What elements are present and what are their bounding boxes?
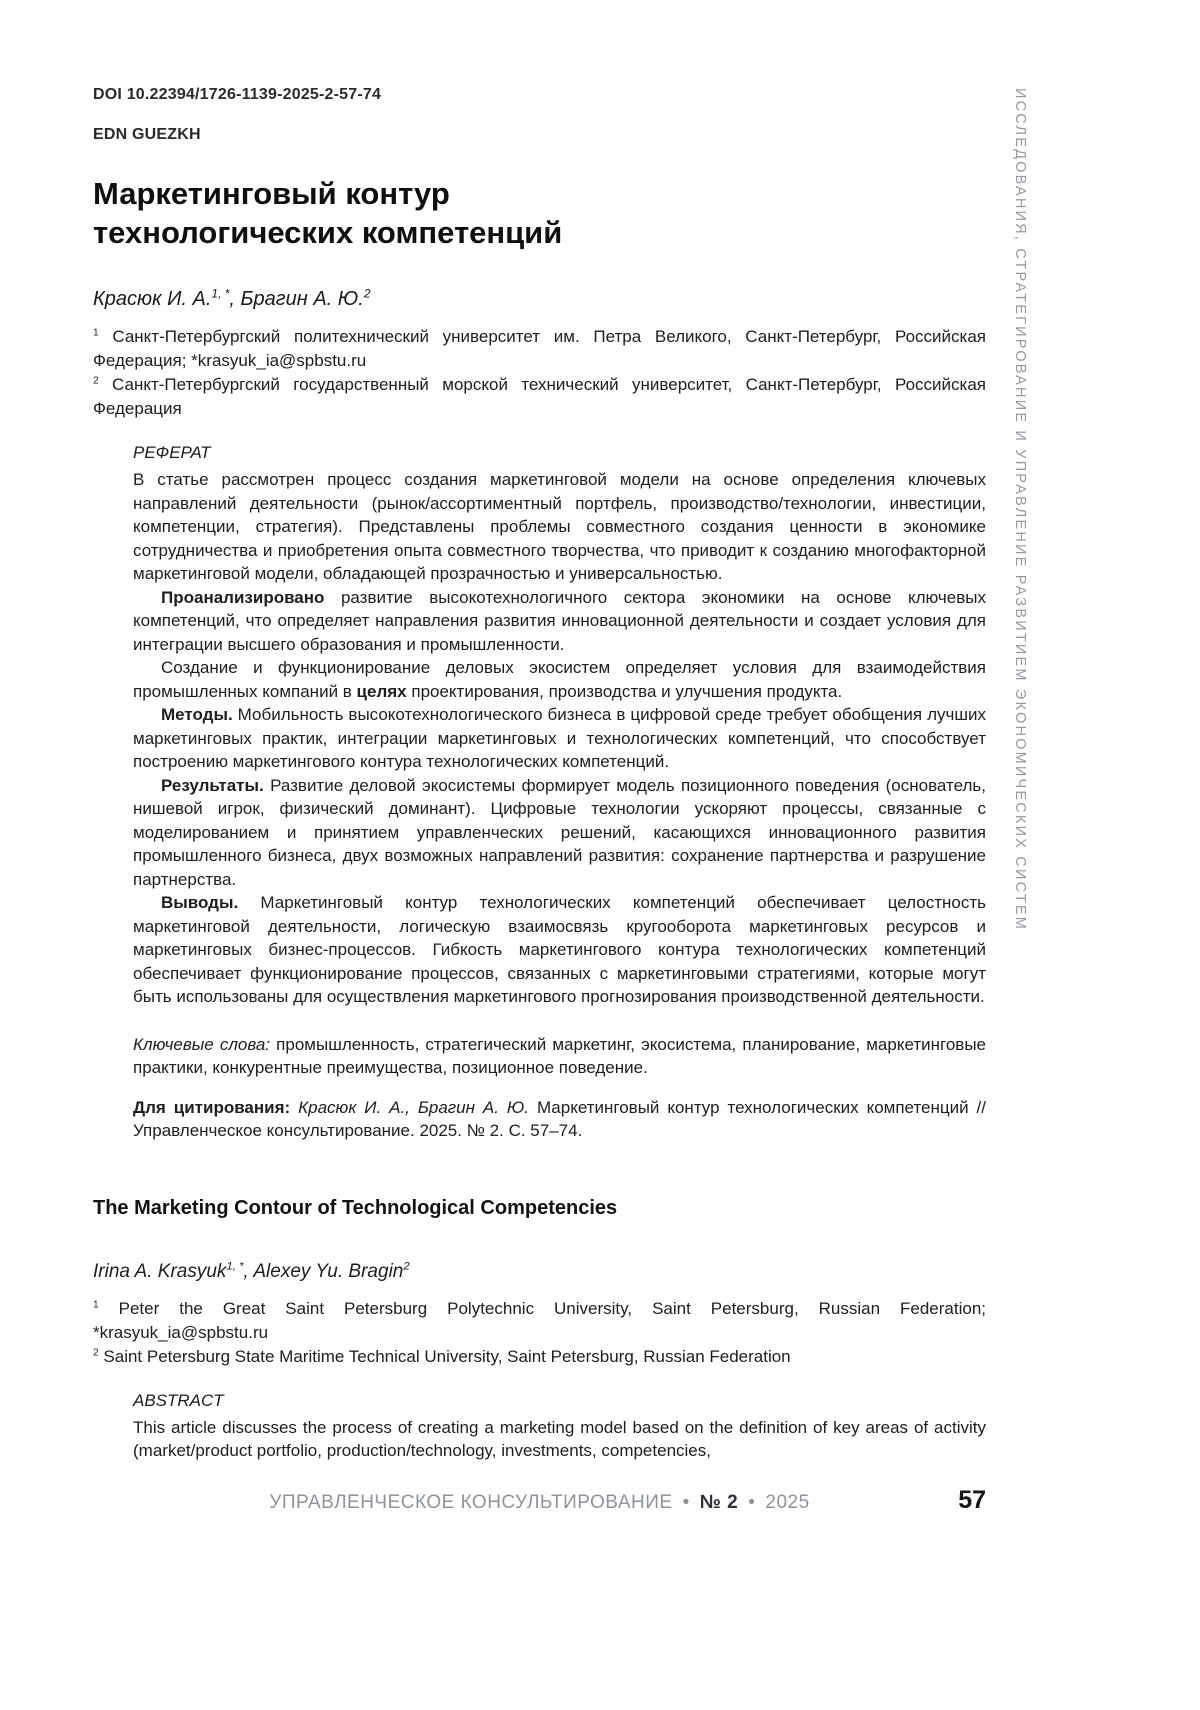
abstract-ru-paragraph-3 <box>133 656 986 703</box>
affiliation-ru-1-text: Санкт-Петербургский политехнический университет им. Петра Великого, Санкт-Петербург, Российская Федерация; *krasyuk_ia@spbstu.ru <box>93 327 986 370</box>
footer-separator-2: • <box>748 1492 756 1513</box>
author-1-sup: 1, * <box>211 286 230 301</box>
affiliation-ru-2 <box>93 373 986 421</box>
affiliation-ru-1 <box>93 325 986 373</box>
abstract-ru-paragraph-results <box>133 774 986 892</box>
abstract-ru-paragraph-1 <box>133 468 986 586</box>
author-1-name-en: Irina A. Krasyuk <box>93 1260 227 1282</box>
affiliation-en-1-sup: 1 <box>93 1298 99 1310</box>
affiliation-en-2 <box>93 1345 986 1369</box>
affiliation-en-1-text: Peter the Great Saint Petersburg Polytechnic University, Saint Petersburg, Russian Federation; *krasyuk_ia@spbstu.ru <box>93 1298 986 1342</box>
abstract-en <box>133 1389 986 1463</box>
page-footer <box>93 1486 986 1514</box>
section-vertical-label: ИССЛЕДОВАНИЯ, СТРАТЕГИРОВАНИЕ И УПРАВЛЕНИЕ РАЗВИТИЕМ ЭКОНОМИЧЕСКИХ СИСТЕМ <box>1012 88 1028 931</box>
affiliation-en-1 <box>93 1297 986 1345</box>
abstract-ru <box>133 441 986 1009</box>
citation-authors: Красюк И. А., Брагин А. Ю. <box>290 1097 530 1117</box>
authors-en <box>93 1261 986 1283</box>
issue-year: 2025 <box>765 1492 810 1513</box>
abstract-ru-paragraph-2 <box>133 586 986 657</box>
article-title-en: The Marketing Contour of Technological Competencies <box>93 1196 618 1219</box>
affiliation-en-2-sup: 2 <box>93 1346 99 1358</box>
paragraph-text: развитие высокотехнологичного сектора экономики на основе ключевых компетенций, что определяет направления развития инновационной деятельности и создает условия для интеграции высшего образования и промышленности. <box>133 587 986 654</box>
abstract-ru-paragraph-methods <box>133 703 986 774</box>
journal-name: УПРАВЛЕНЧЕСКОЕ КОНСУЛЬТИРОВАНИЕ <box>269 1492 673 1513</box>
abstract-en-heading: ABSTRACT <box>133 1390 224 1410</box>
affiliations-ru <box>93 325 986 421</box>
doi: DOI 10.22394/1726-1139-2025-2-57-74 <box>93 86 382 103</box>
author-2-sup-en: 2 <box>403 1260 410 1273</box>
paragraph-text: Мобильность высокотехнологического бизнеса в цифровой среде требует обобщения лучших маркетинговых практик, интеграции маркетинговых и технологических компетенций, что способствует построению маркетингового контура технологических компетенций. <box>133 705 986 771</box>
citation-text: Маркетинговый контур технологических компетенций // Управленческое консультирование. 2025. № 2. С. 57–74. <box>133 1097 986 1140</box>
paragraph-bold-run: Методы. <box>161 705 233 724</box>
author-1-sup-en: 1, * <box>226 1260 244 1273</box>
edn: EDN GUEZKH <box>93 126 201 143</box>
abstract-en-text: This article discusses the process of creating a marketing model based on the definition of key areas of activity (market/product portfolio, production/technology, investments, competencies, <box>133 1417 986 1460</box>
author-2-name: Брагин А. Ю. <box>240 288 364 310</box>
citation-label: Для цитирования: <box>133 1097 291 1117</box>
affiliation-ru-1-sup: 1 <box>93 327 99 339</box>
affiliation-en-2-text: Saint Petersburg State Maritime Technical University, Saint Petersburg, Russian Federation <box>98 1346 791 1366</box>
main-content <box>93 86 986 1463</box>
paragraph-bold-run: Проанализировано <box>161 587 325 607</box>
author-2-name-en: Alexey Yu. Bragin <box>253 1260 404 1282</box>
paragraph-bold-run: Результаты. <box>161 775 264 795</box>
footer-separator-1: • <box>682 1492 690 1513</box>
keywords-ru <box>133 1033 986 1080</box>
article-title-ru-line2: технологических компетенций <box>93 215 563 250</box>
abstract-ru-paragraph-conclusions <box>133 891 986 1009</box>
authors-separator-en: , <box>243 1260 254 1282</box>
journal-footer <box>269 1492 809 1514</box>
issue-number: № 2 <box>699 1492 739 1513</box>
affiliation-ru-2-text: Санкт-Петербургский государственный морской технический университет, Санкт-Петербург, Российская Федерация <box>93 375 986 418</box>
article-title-ru-line1: Маркетинговый контур <box>93 176 450 211</box>
article-title-ru <box>93 174 986 252</box>
authors-separator: , <box>229 288 241 310</box>
citation <box>133 1096 986 1143</box>
paragraph-text: проектирования, производства и улучшения продукта. <box>406 681 843 701</box>
author-2-sup: 2 <box>363 286 371 301</box>
affiliations-en <box>93 1297 986 1369</box>
abstract-ru-heading: РЕФЕРАТ <box>133 443 211 462</box>
page-number: 57 <box>958 1486 986 1514</box>
keywords-text: промышленность, стратегический маркетинг, экосистема, планирование, маркетинговые практики, конкурентные преимущества, позиционное поведение. <box>133 1034 986 1077</box>
affiliation-ru-2-sup: 2 <box>93 375 99 387</box>
paragraph-bold-run: Выводы. <box>161 893 239 912</box>
keywords-label: Ключевые слова: <box>133 1034 271 1054</box>
paragraph-text: В статье рассмотрен процесс создания маркетинговой модели на основе определения ключевых направлений деятельности (рынок/ассортиментный портфель, производство/технологии, инвестиции, компетенции, стратегия). Представлены проблемы совместного создания ценности в экономике сотрудничества и приобретения опыта совместного творчества, что приводит к созданию многофакторной маркетинговой модели, обладающей прозрачностью и универсальностью. <box>133 470 986 583</box>
author-1-name: Красюк И. А. <box>93 288 212 310</box>
paragraph-text: Создание и функционирование деловых экосистем определяет условия для взаимодействия промышленных компаний в <box>133 658 986 701</box>
paragraph-text: Развитие деловой экосистемы формирует модель позиционного поведения (основатель, нишевой игрок, физический доминант). Цифровые технологии ускоряют процессы, связанные с моделированием и принятием управленческих решений, касающихся инновационного развития промышленного бизнеса, двух возможных направлений развития: сохранение партнерства и разрушение партнерства. <box>133 775 986 889</box>
paragraph-text: Маркетинговый контур технологических компетенций обеспечивает целостность маркетинговой деятельности, логическую взаимосвязь кругооборота маркетинговых ресурсов и маркетинговых бизнес-процессов. Гибкость маркетингового контура технологических компетенций обеспечивает функционирование процессов, связанных с маркетинговыми стратегиями, которые могут быть использованы для осуществления маркетингового прогнозирования производственной деятельности. <box>133 893 986 1006</box>
paragraph-bold-run: целях <box>356 681 407 701</box>
authors-ru <box>93 288 986 311</box>
